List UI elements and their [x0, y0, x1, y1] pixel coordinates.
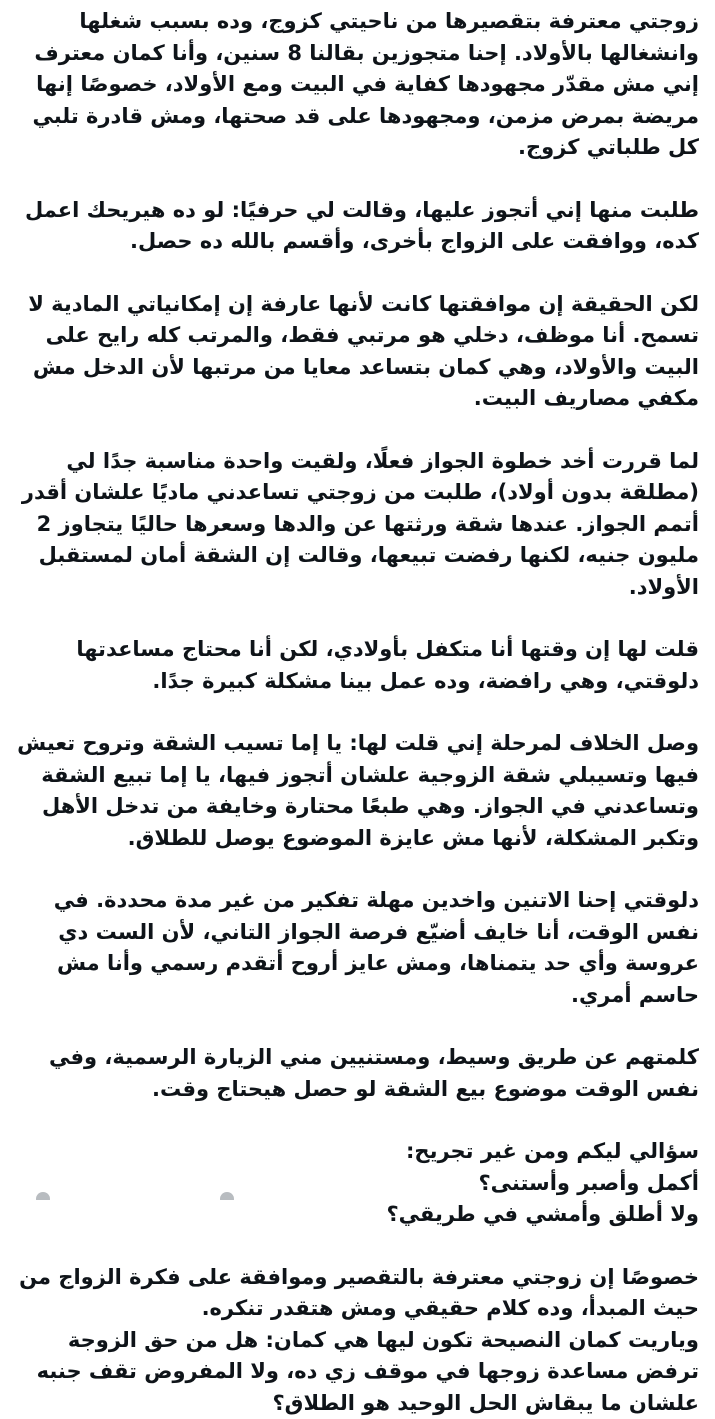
paragraph-3: لكن الحقيقة إن موافقتها كانت لأنها عارفة إن إمكانياتي المادية لا تسمح. أنا موظف، دخلي هو مرتبي فقط، والمرتب كله رايح على البيت والأولاد، وهي كمان بتساعد معايا من مرتبها لأن الدخل مش مكفي مصاريف البيت. — [16, 289, 699, 415]
paragraph-2: طلبت منها إني أتجوز عليها، وقالت لي حرفيًا: لو ده هيريحك اعمل كده، ووافقت على الزواج بأخرى، وأقسم بالله ده حصل. — [16, 195, 699, 258]
paragraph-4: لما قررت أخد خطوة الجواز فعلًا، ولقيت واحدة مناسبة جدًا لي (مطلقة بدون أولاد)، طلبت من زوجتي تساعدني ماديًا علشان أقدر أتمم الجواز. عندها شقة ورثتها عن والدها وسعرها حاليًا يتجاوز 2 مليون جنيه، لكنها رفضت تبيعها، وقالت إن الشقة أمان لمستقبل الأولاد. — [16, 446, 699, 604]
paragraph-5: قلت لها إن وقتها أنا متكفل بأولادي، لكن أنا محتاج مساعدتها دلوقتي، وهي رافضة، وده عمل بينا مشكلة كبيرة جدًا. — [16, 634, 699, 697]
reaction-icon — [220, 1192, 234, 1200]
question-paragraph: سؤالي ليكم ومن غير تجريح: أكمل وأصبر وأستنى؟ ولا أطلق وأمشي في طريقي؟ — [16, 1136, 699, 1231]
paragraph-7: دلوقتي إحنا الاتنين واخدين مهلة تفكير من غير مدة محددة. في نفس الوقت، أنا خايف أضيّع فرصة الجواز التاني، لأن الست دي عروسة وأي حد يتمناها، ومش عايز أروح أتقدم رسمي وأنا مش حاسم أمري. — [16, 885, 699, 1011]
paragraph-6: وصل الخلاف لمرحلة إني قلت لها: يا إما تسيب الشقة وتروح تعيش فيها وتسيبلي شقة الزوجية علشان أتجوز فيها، يا إما تبيع الشقة وتساعدني في الجواز. وهي طبعًا محتارة وخايفة من تدخل الأهل وتكبر المشكلة، لأنها مش عايزة الموضوع يوصل للطلاق. — [16, 728, 699, 854]
paragraph-8: كلمتهم عن طريق وسيط، ومستنيين مني الزيارة الرسمية، وفي نفس الوقت موضوع بيع الشقة لو حصل هيحتاج وقت. — [16, 1042, 699, 1105]
avatar — [36, 1192, 50, 1200]
closing-paragraph: خصوصًا إن زوجتي معترفة بالتقصير وموافقة على فكرة الزواج من حيث المبدأ، وده كلام حقيقي ومش هتقدر تنكره. وياريت كمان النصيحة تكون ليها هي كمان: هل من حق الزوجة ترفض مساعدة زوجها في موقف زي ده، ولا المفروض تقف جنبه علشان ما يبقاش الحل الوحيد هو الطلاق؟ — [16, 1262, 699, 1419]
cropped-footer — [0, 1190, 715, 1200]
paragraph-1: زوجتي معترفة بتقصيرها من ناحيتي كزوج، وده بسبب شغلها وانشغالها بالأولاد. إحنا متجوزين بقالنا 8 سنين، وأنا كمان معترف إني مش مقدّر مجهودها كفاية في البيت ومع الأولاد، خصوصًا إنها مريضة بمرض مزمن، ومجهودها على قد صحتها، ومش قادرة تلبي كل طلباتي كزوج. — [16, 6, 699, 164]
